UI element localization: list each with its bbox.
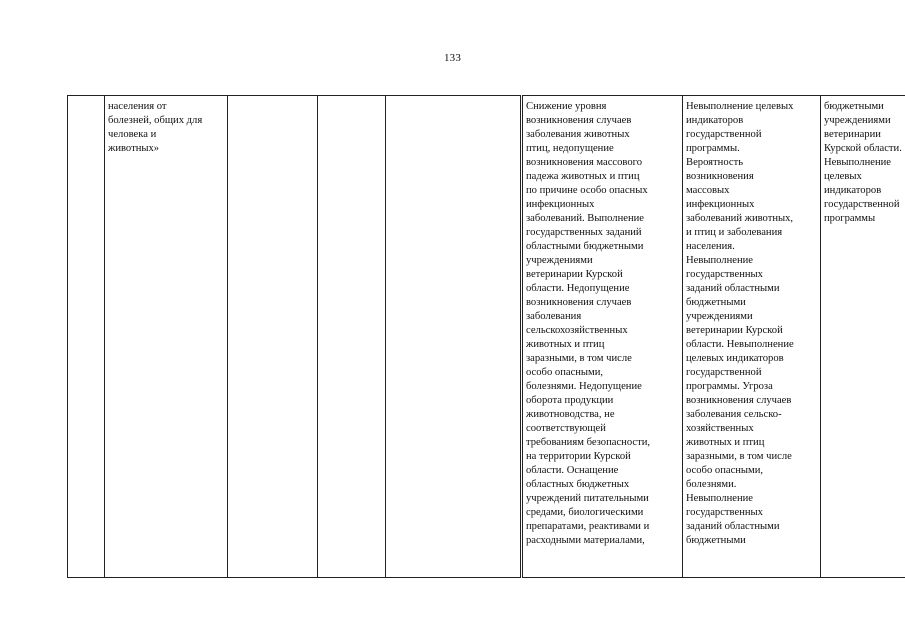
cell-text: бюджетными учреждениями ветеринарии Курской области. Невыполнение целевых индикаторов государственной программы <box>824 101 902 224</box>
table-cell-consequences <box>683 96 821 578</box>
cell-text: населения от болезней, общих для человека и животных» <box>108 101 203 154</box>
table-row <box>68 96 905 578</box>
table-cell-start-date <box>318 96 386 578</box>
program-measures-table <box>67 95 905 578</box>
table-cell-measure-name <box>105 96 228 578</box>
table-cell-expected-result <box>522 96 683 578</box>
table-cell-number <box>68 96 105 578</box>
cell-text: Невыполнение целевых индикаторов государственной программы. Вероятность возникновения массовых инфекционных заболеваний животных, и птиц и заболевания населения. Невыполнение государственных заданий областными бюджетными учреждениями ветеринарии Курской области. Невыполнение целевых индикаторов государственной программы. Угроза возникновения случаев заболевания сельско- хозяйственных животных и птиц заразными, в том числе особо опасными, болезнями. Невыполнение государственных заданий областными бюджетными <box>686 101 794 546</box>
table-cell-end-date <box>386 96 522 578</box>
table-cell-link-indicators <box>821 96 905 578</box>
cell-text: Снижение уровня возникновения случаев заболевания животных птиц, недопущение возникновения массового падежа животных и птиц по причине особо опасных инфекционных заболеваний. Выполнение государственных заданий областными бюджетными учреждениями ветеринарии Курской области. Недопущение возникновения случаев заболевания сельскохозяйственных животных и птиц заразными, в том числе особо опасными, болезнями. Недопущение оборота продукции животноводства, не соответствующей требованиям безопасности, на территории Курской области. Оснащение областных бюджетных учреждений питательными средами, биологическими препаратами, реактивами и расходными материалами, <box>526 101 651 546</box>
table-cell-executor <box>228 96 318 578</box>
page-number: 133 <box>443 52 462 64</box>
